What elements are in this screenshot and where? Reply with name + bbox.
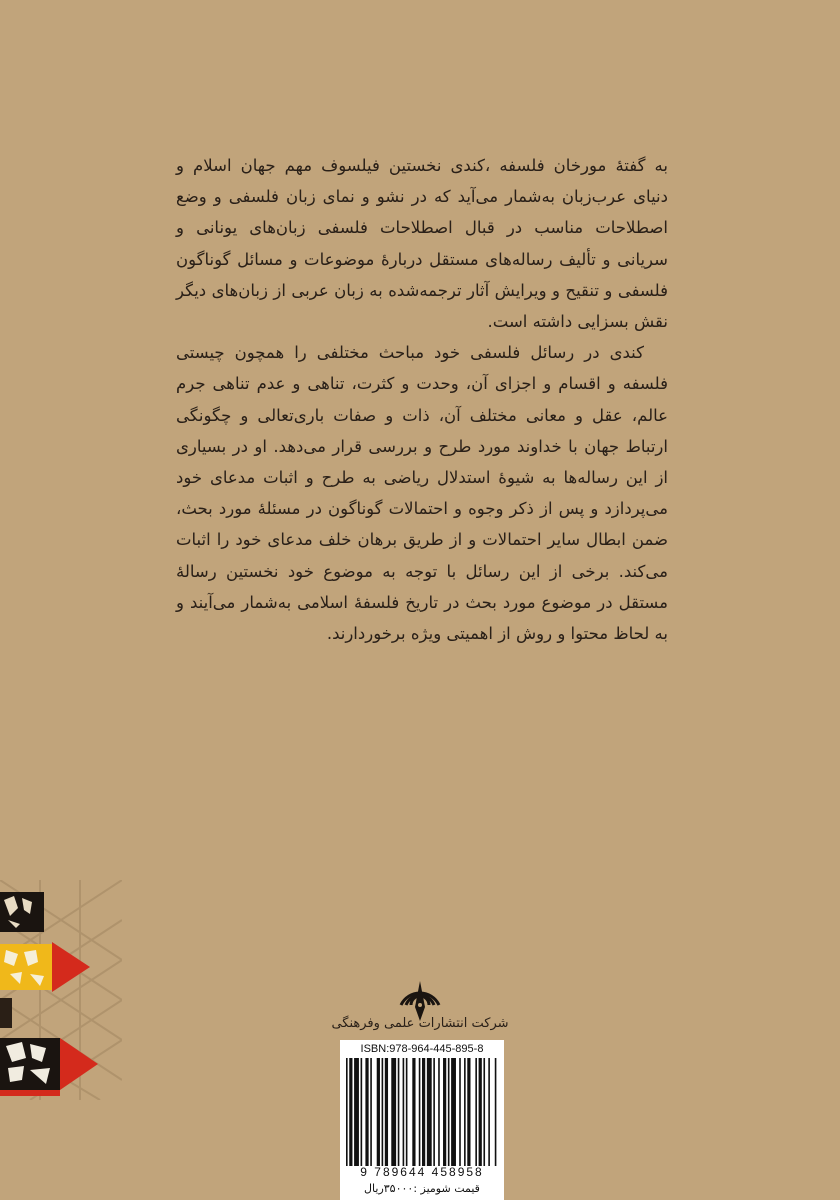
barcode-bar [433, 1058, 435, 1166]
barcode-bar [422, 1058, 425, 1166]
decorative-book-spines [0, 880, 122, 1100]
pen-nib-logo-icon [395, 965, 445, 1023]
barcode-bar [365, 1058, 368, 1166]
barcode-bar [406, 1058, 408, 1166]
barcode-digits: 9 789644 458958 [360, 1165, 484, 1179]
blurb-paragraph-2: کندی در رسائل فلسفی خود مباحث مختلفی را همچون چیستی فلسفه و اقسام و اجزای آن، وحدت و کثرت، تناهی و عدم تناهی جرم عالم، عقل و معانی مختلف آن، ذات و صفات باری‌تعالی و چگونگی ارتباط جهان با خداوند مورد طرح و بررسی قرار می‌دهد. او در بسیاری از این رساله‌ها به شیوهٔ استدلال ریاضی به طرح و اثبات مدعای خود می‌پردازد و پس از ذکر وجوه و احتمالات گوناگون در مسئلهٔ مورد بحث، ضمن ابطال سایر احتمالات و از طریق برهان خلف مدعای خود را اثبات می‌کند. برخی از این رسائل با توجه به موضوع خود نخستین رسالهٔ مستقل در موضوع مورد بحث در تاریخ فلسفهٔ اسلامی به‌شمار می‌آیند و به لحاظ محتوا و روش از اهمیتی ویژه برخوردارند. [176, 343, 668, 644]
barcode-bar [385, 1058, 388, 1166]
barcode-bar [483, 1058, 485, 1166]
barcode-bar [448, 1058, 450, 1166]
barcode-bar [479, 1058, 482, 1166]
barcode-bar [459, 1058, 461, 1166]
barcode-bar [443, 1058, 446, 1166]
barcode-bar [398, 1058, 400, 1166]
barcode-bar [370, 1058, 372, 1166]
barcode-bar [412, 1058, 415, 1166]
barcode-bar [346, 1058, 348, 1166]
barcode-bar [391, 1058, 396, 1166]
blurb-text [176, 150, 668, 649]
barcode-bar [451, 1058, 456, 1166]
barcode-bar [464, 1058, 466, 1166]
barcode-bar [475, 1058, 477, 1166]
barcode-bar [377, 1058, 380, 1166]
barcode-bar [467, 1058, 470, 1166]
barcode-bar [354, 1058, 359, 1166]
publisher-name: شرکت انتشارات علمی وفرهنگی [331, 1016, 509, 1031]
barcode-bar [438, 1058, 440, 1166]
barcode-bar [403, 1058, 405, 1166]
barcode-bar [361, 1058, 363, 1166]
price-label: قیمت شومیز :۳۵۰۰۰ریال [364, 1182, 480, 1195]
barcode-bars [346, 1058, 498, 1166]
barcode-bar [488, 1058, 490, 1166]
barcode-bar [427, 1058, 432, 1166]
barcode-block [340, 1040, 504, 1200]
blurb-paragraph-1: به گفتهٔ مورخان فلسفه ،کندی نخستین فیلسوف مهم جهان اسلام و دنیای عرب‌زبان به‌شمار می‌آید که در نشو و نمای زبان فلسفی و وضع اصطلاحات مناسب در قبال اصطلاحات فلسفی زبان‌های یونانی و سریانی و تألیف رساله‌های مستقل دربارهٔ موضوعات و مسائل گوناگون فلسفی و تنقیح و ویرایش آثار ترجمه‌شده به زبان عربی از زبان‌های دیگر نقش بسزایی داشته است. [176, 156, 668, 332]
barcode-bar [419, 1058, 421, 1166]
barcode-bar [349, 1058, 352, 1166]
isbn-text: ISBN:978-964-445-895-8 [360, 1043, 484, 1055]
barcode-bar [382, 1058, 384, 1166]
barcode-bar [495, 1058, 497, 1166]
